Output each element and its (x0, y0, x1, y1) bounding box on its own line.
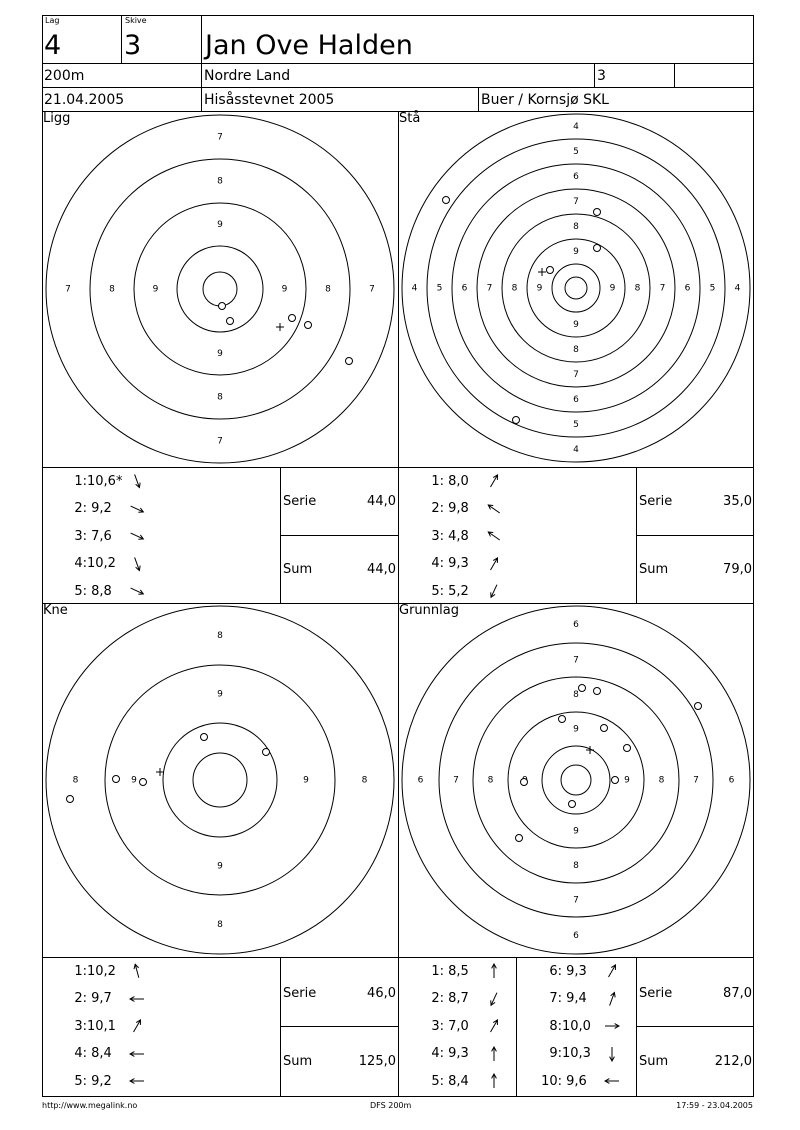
grunnlag-ring-label-right: 8 (658, 775, 665, 786)
direction-arrow-icon (486, 963, 502, 979)
grunnlag-ring-label-left: 8 (487, 775, 494, 786)
ligg-ring-label-right: 8 (325, 284, 331, 295)
shot-number: 4: (431, 1046, 444, 1061)
grunnlag-shot-row (422, 1073, 502, 1089)
sta-ring-7 (565, 277, 587, 299)
shot-score: 9,8 (444, 501, 469, 516)
kne-ring-label-right: 8 (361, 775, 368, 786)
shot-number: 4: (74, 1046, 87, 1061)
shot-number: 1: (431, 963, 444, 979)
grunnlag-shot-hole (569, 801, 576, 808)
sta-ring-label-right: 7 (659, 283, 666, 294)
direction-arrow-icon (604, 1018, 620, 1034)
sta-shot-row (422, 528, 502, 544)
kne-sum-label: Sum (283, 1054, 313, 1069)
shot-score: 8,0 (444, 473, 469, 489)
shot-score: 10,1 (87, 1018, 116, 1034)
shot-score: 9,2 (87, 1073, 112, 1089)
sta-ring-3 (477, 189, 675, 387)
grunnlag-ring-label-right: 6 (728, 775, 735, 786)
ligg-ring-label-left: 8 (109, 284, 115, 295)
direction-arrow-icon (129, 556, 145, 572)
sta-ring-label-bottom: 7 (573, 370, 579, 380)
shot-number: 2: (74, 501, 87, 516)
grunnlag-ring-label-bottom: 6 (573, 931, 579, 941)
kne-shot-hole (140, 779, 147, 786)
direction-arrow-icon (604, 1046, 620, 1062)
sta-ring-label-top: 5 (573, 147, 579, 157)
grunnlag-ring-5 (561, 765, 591, 795)
ligg-shot-hole (305, 322, 312, 329)
direction-arrow-icon (129, 583, 145, 599)
grunnlag-ring-label-bottom: 9 (573, 826, 579, 837)
ligg-ring-3 (177, 246, 263, 332)
sta-shot-hole (594, 209, 601, 216)
ligg-shot-row (65, 556, 145, 572)
ligg-ring-4 (203, 272, 237, 306)
kne-serie-label: Serie (283, 986, 317, 1001)
grunnlag-shot-row (422, 1018, 502, 1034)
direction-arrow-icon (604, 991, 620, 1007)
grunnlag-shot-hole (516, 835, 523, 842)
kne-shot-hole (67, 796, 74, 803)
kne-serie-value: 46,0 (367, 986, 396, 1001)
shot-number: 3: (74, 1018, 87, 1034)
footer-system: DFS 200m (370, 1101, 412, 1110)
sta-ring-label-left: 6 (461, 283, 468, 294)
sta-ring-0 (402, 114, 750, 462)
venue: Buer / Kornsjø SKL (481, 92, 609, 108)
sta-ring-label-right: 6 (684, 283, 691, 294)
grunnlag-ring-4 (542, 746, 610, 814)
footer-url[interactable]: http://www.megalink.no (42, 1101, 138, 1110)
grunnlag-shot-hole (695, 703, 702, 710)
shot-number: 7: (549, 991, 562, 1006)
direction-arrow-icon (486, 1073, 502, 1089)
ligg-center-mark (276, 323, 284, 331)
sta-sum-value: 79,0 (723, 562, 752, 577)
kne-shot-row (65, 1046, 145, 1062)
shot-number: 6: (549, 963, 562, 979)
grunnlag-shot-hole (612, 777, 619, 784)
ligg-ring-label-bottom: 9 (217, 349, 223, 359)
kne-shot-row (65, 963, 145, 979)
sta-ring-4 (502, 214, 650, 362)
grunnlag-ring-label-top: 8 (573, 690, 579, 700)
shot-score: 8,5 (444, 963, 469, 979)
ligg-shot-hole (219, 303, 226, 310)
ligg-ring-0 (46, 115, 394, 463)
sta-ring-label-right: 9 (609, 283, 616, 294)
kne-ring-label-bottom: 9 (217, 861, 223, 872)
shot-score: 8,7 (444, 991, 469, 1006)
ligg-ring-label-right: 7 (369, 284, 375, 295)
sta-ring-label-right: 4 (734, 283, 741, 294)
kne-ring-label-top: 8 (217, 631, 223, 641)
kne-ring-label-right: 9 (303, 775, 309, 786)
sta-target (402, 114, 750, 462)
kne-ring-label-bottom: 8 (217, 920, 223, 930)
ligg-ring-label-right: 9 (281, 284, 288, 295)
sta-serie-label: Serie (639, 494, 673, 509)
shot-number: 4: (431, 556, 444, 571)
grunnlag-shot-hole (594, 688, 601, 695)
sta-ring-label-left: 9 (536, 283, 543, 294)
skive-label: Skive (125, 16, 147, 25)
panel-title-ligg: Ligg (43, 111, 71, 126)
kne-ring-2 (163, 723, 277, 837)
grunnlag-shot-hole (601, 725, 608, 732)
shot-number: 5: (74, 1073, 87, 1089)
shot-number: 8: (549, 1018, 562, 1034)
ligg-shot-hole (346, 358, 353, 365)
shot-number: 2: (74, 991, 87, 1006)
shot-score: 8,8 (87, 583, 112, 599)
ligg-serie-label: Serie (283, 494, 317, 509)
grunnlag-ring-label-left: 7 (453, 775, 459, 786)
direction-arrow-icon (129, 528, 145, 544)
grunnlag-ring-1 (439, 643, 713, 917)
sta-shot-row (422, 501, 502, 517)
kne-ring-0 (46, 606, 394, 954)
grunnlag-ring-label-top: 6 (573, 620, 579, 630)
grunnlag-center-mark (586, 746, 594, 754)
sta-ring-label-bottom: 8 (573, 345, 579, 355)
shot-number: 3: (431, 528, 444, 544)
ligg-serie-value: 44,0 (367, 494, 396, 509)
shot-number: 1: (431, 473, 444, 489)
sta-ring-label-left: 4 (411, 283, 418, 294)
direction-arrow-icon (604, 963, 620, 979)
grunnlag-shot-hole (579, 685, 586, 692)
shot-score: 9,3 (444, 1046, 469, 1061)
grunnlag-shot-row (540, 991, 620, 1007)
direction-arrow-icon (486, 991, 502, 1007)
ligg-ring-label-bottom: 8 (217, 392, 223, 403)
grunnlag-serie-label: Serie (639, 986, 673, 1001)
ligg-ring-label-top: 9 (217, 220, 223, 230)
grunnlag-sum-value: 212,0 (714, 1054, 752, 1069)
sta-shot-row (422, 556, 502, 572)
direction-arrow-icon (486, 1018, 502, 1034)
ligg-shot-row (65, 583, 145, 599)
shot-score: 7,0 (444, 1018, 469, 1034)
shot-score: 10,2 (87, 963, 116, 979)
grunnlag-ring-label-bottom: 7 (573, 895, 579, 906)
ligg-ring-label-bottom: 7 (217, 436, 223, 447)
kne-ring-3 (193, 753, 247, 807)
direction-arrow-icon (604, 1073, 620, 1089)
grunnlag-shot-row (540, 963, 620, 979)
sta-shot-hole (594, 245, 601, 252)
shot-score: 5,2 (444, 583, 469, 599)
direction-arrow-icon (486, 528, 502, 544)
sta-serie-value: 35,0 (723, 494, 752, 509)
direction-arrow-icon (129, 1073, 145, 1089)
distance: 200m (44, 68, 85, 84)
shot-score: 8,4 (444, 1073, 469, 1089)
shot-number: 1: (74, 473, 87, 489)
kne-shot-row (65, 1073, 145, 1089)
sta-ring-label-left: 8 (511, 283, 518, 294)
shot-number: 9: (549, 1046, 562, 1061)
sta-shot-row (422, 583, 502, 599)
shooter-class: 3 (597, 68, 606, 84)
kne-target (46, 606, 394, 954)
direction-arrow-icon (486, 556, 502, 572)
grunnlag-ring-label-bottom: 8 (573, 861, 579, 871)
kne-shot-hole (201, 734, 208, 741)
shot-number: 1: (74, 963, 87, 979)
ligg-shot-hole (289, 315, 296, 322)
shot-number: 4: (74, 556, 87, 571)
ligg-ring-label-top: 8 (217, 176, 223, 187)
kne-sum-value: 125,0 (358, 1054, 396, 1069)
ligg-shot-row (65, 528, 145, 544)
shot-score: 9,4 (562, 991, 587, 1006)
grunnlag-sum-label: Sum (639, 1054, 669, 1069)
kne-shot-hole (263, 749, 270, 756)
direction-arrow-icon (486, 583, 502, 599)
direction-arrow-icon (129, 1018, 145, 1034)
sta-ring-label-left: 7 (486, 283, 493, 294)
sta-sum-label: Sum (639, 562, 669, 577)
direction-arrow-icon (486, 473, 502, 489)
sta-ring-label-top: 4 (573, 122, 579, 132)
club-name: Nordre Land (204, 68, 291, 84)
shot-score: 9,7 (87, 991, 112, 1006)
grunnlag-ring-2 (473, 677, 679, 883)
shot-number: 10: (541, 1073, 562, 1089)
grunnlag-shot-row (422, 963, 502, 979)
sta-ring-label-top: 7 (573, 197, 579, 207)
kne-shot-row (65, 1018, 145, 1034)
direction-arrow-icon (129, 991, 145, 1007)
sta-shot-hole (513, 417, 520, 424)
footer-timestamp: 17:59 - 23.04.2005 (676, 1101, 753, 1110)
grunnlag-ring-label-left: 6 (417, 775, 424, 786)
lag-label: Lag (45, 16, 60, 25)
grunnlag-ring-label-right: 7 (693, 775, 699, 786)
sta-ring-label-right: 8 (634, 283, 641, 294)
kne-shot-hole (113, 776, 120, 783)
direction-arrow-icon (486, 501, 502, 517)
ligg-ring-label-left: 7 (65, 284, 71, 295)
shot-number: 5: (431, 1073, 444, 1089)
grunnlag-serie-value: 87,0 (723, 986, 752, 1001)
shot-number: 2: (431, 991, 444, 1006)
shot-score: 8,4 (87, 1046, 112, 1061)
shooter-name: Jan Ove Halden (205, 30, 413, 61)
sta-ring-label-bottom: 5 (573, 420, 579, 430)
ligg-shot-row (65, 473, 145, 489)
shot-score: 10,6* (87, 473, 123, 489)
shot-score: 9,6 (562, 1073, 587, 1089)
grunnlag-shot-row (540, 1073, 620, 1089)
shot-score: 10,2 (87, 556, 116, 571)
sta-ring-label-bottom: 6 (573, 395, 579, 405)
date: 21.04.2005 (44, 92, 125, 108)
direction-arrow-icon (129, 473, 145, 489)
ligg-ring-1 (90, 159, 350, 419)
shot-number: 3: (431, 1018, 444, 1034)
direction-arrow-icon (129, 501, 145, 517)
ligg-target (46, 115, 394, 463)
kne-ring-label-left: 8 (72, 775, 79, 786)
shot-number: 5: (74, 583, 87, 599)
lag-value: 4 (44, 30, 62, 61)
shot-score: 9,2 (87, 501, 112, 516)
panel-title-grunnlag: Grunnlag (399, 603, 459, 618)
ligg-sum-label: Sum (283, 562, 313, 577)
sta-ring-1 (427, 139, 725, 437)
ligg-shot-hole (227, 318, 234, 325)
panel-title-kne: Kne (43, 603, 68, 618)
ligg-sum-value: 44,0 (367, 562, 396, 577)
grunnlag-ring-label-top: 9 (573, 724, 579, 735)
grunnlag-shot-hole (521, 779, 528, 786)
sta-center-mark (538, 268, 546, 276)
ligg-shot-row (65, 501, 145, 517)
grunnlag-shot-row (422, 1046, 502, 1062)
grunnlag-ring-label-right: 9 (624, 775, 630, 786)
shot-score: 9,3 (444, 556, 469, 571)
sta-ring-label-bottom: 9 (573, 320, 579, 330)
kne-shot-row (65, 991, 145, 1007)
shot-score: 4,8 (444, 528, 469, 544)
sta-ring-label-right: 5 (709, 283, 716, 294)
kne-ring-label-left: 9 (131, 775, 137, 786)
shot-score: 7,6 (87, 528, 112, 544)
sta-ring-6 (552, 264, 600, 312)
sta-ring-label-top: 6 (573, 172, 579, 182)
grunnlag-shot-row (540, 1046, 620, 1062)
skive-value: 3 (124, 30, 142, 61)
shot-number: 2: (431, 501, 444, 516)
sta-ring-label-top: 9 (573, 247, 579, 257)
shot-score: 10,3 (562, 1046, 591, 1061)
kne-ring-label-top: 9 (217, 689, 223, 700)
sta-ring-label-bottom: 4 (573, 445, 579, 455)
grunnlag-shot-hole (559, 716, 566, 723)
shot-score: 10,0 (562, 1018, 591, 1034)
sta-shot-hole (443, 197, 450, 204)
grunnlag-shot-row (540, 1018, 620, 1034)
direction-arrow-icon (129, 963, 145, 979)
direction-arrow-icon (486, 1046, 502, 1062)
sta-ring-label-top: 8 (573, 222, 579, 232)
event-name: Hisåsstevnet 2005 (204, 92, 335, 108)
grunnlag-shot-row (422, 991, 502, 1007)
kne-ring-1 (105, 665, 335, 895)
shot-number: 3: (74, 528, 87, 544)
ligg-ring-label-left: 9 (152, 284, 159, 295)
shot-score: 9,3 (562, 963, 587, 979)
sta-shot-hole (547, 267, 554, 274)
sta-ring-label-left: 5 (436, 283, 443, 294)
panel-title-sta: Stå (399, 111, 421, 126)
direction-arrow-icon (129, 1046, 145, 1062)
sta-shot-row (422, 473, 502, 489)
grunnlag-shot-hole (624, 745, 631, 752)
ligg-ring-label-top: 7 (217, 132, 223, 143)
grunnlag-ring-label-top: 7 (573, 655, 579, 666)
shot-number: 5: (431, 583, 444, 599)
